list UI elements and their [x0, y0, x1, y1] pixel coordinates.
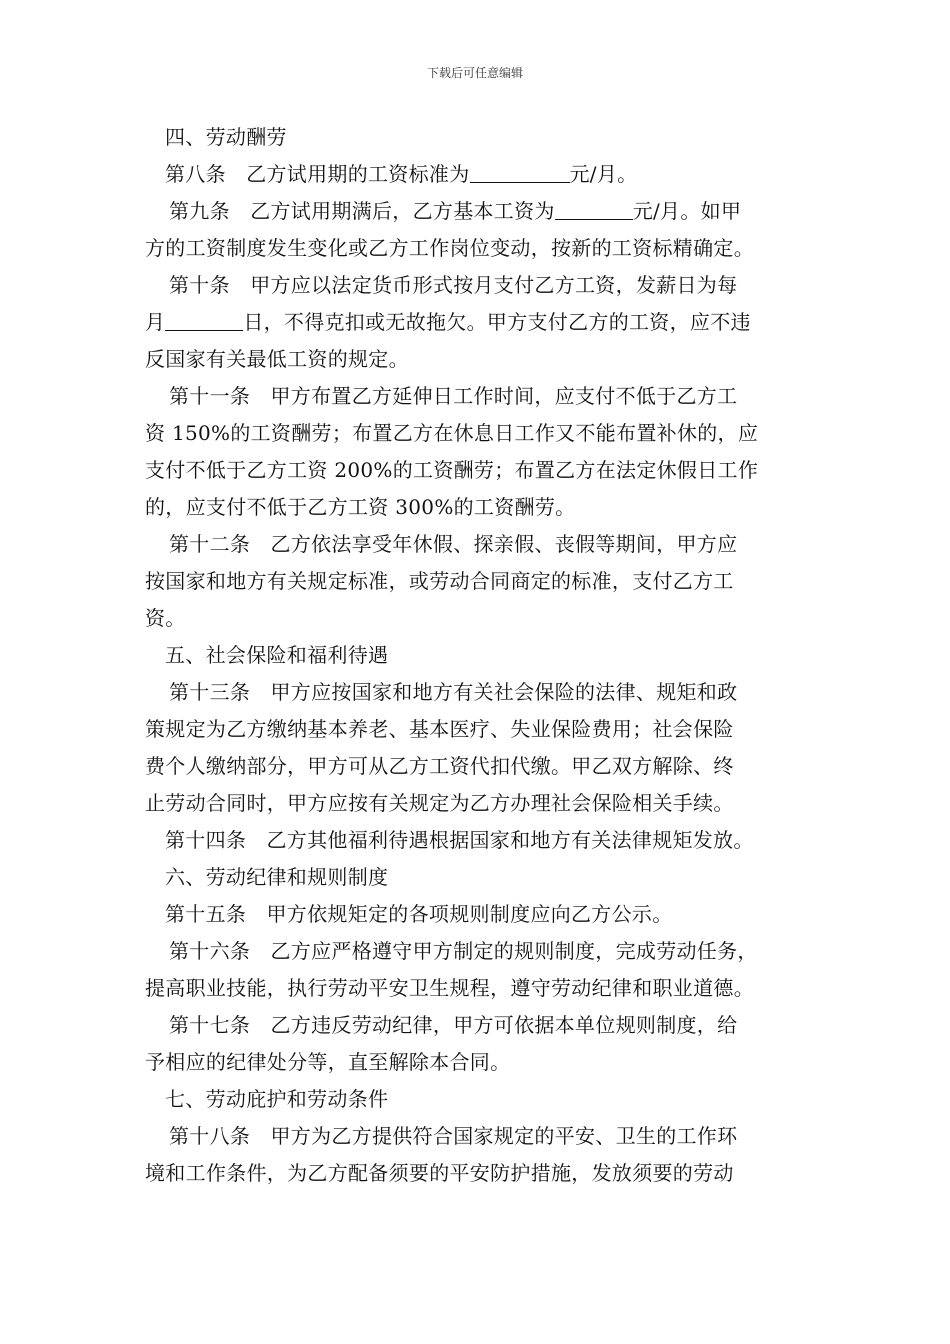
- salary-blank: [555, 199, 633, 220]
- article-line: 境和工作条件，为乙方配备须要的平安防护措施，发放须要的劳动: [145, 1161, 734, 1185]
- article-line: 第十六条 乙方应严格遵守甲方制定的规则制度，完成劳动任务，: [169, 939, 758, 963]
- section-heading: 六、劳动纪律和规则制度: [165, 865, 389, 889]
- article-line: 资。: [145, 606, 186, 630]
- section-heading: 五、社会保险和福利待遇: [165, 643, 389, 667]
- article-line: 费个人缴纳部分，甲方可从乙方工资代扣代缴。甲乙双方解除、终: [145, 754, 734, 778]
- salary-blank: [470, 162, 570, 183]
- section-heading: 七、劳动庇护和劳动条件: [165, 1087, 389, 1111]
- article-line: 资 150%的工资酬劳；布置乙方在休息日工作又不能布置补休的，应: [145, 421, 759, 445]
- article-line: 第十七条 乙方违反劳动纪律，甲方可依据本单位规则制度，给: [169, 1013, 738, 1037]
- article-line: 第十一条 甲方布置乙方延伸日工作时间，应支付不低于乙方工: [169, 384, 738, 408]
- article-line: 支付不低于乙方工资 200%的工资酬劳；布置乙方在法定休假日工作: [145, 458, 759, 482]
- article-line: 月 日，不得克扣或无故拖欠。甲方支付乙方的工资，应不违: [145, 310, 751, 334]
- article-line: 止劳动合同时，甲方应按有关规定为乙方办理社会保险相关手续。: [145, 791, 734, 815]
- article-line: 第十八条 甲方为乙方提供符合国家规定的平安、卫生的工作环: [169, 1124, 738, 1148]
- article-line: 予相应的纪律处分等，直至解除本合同。: [145, 1050, 511, 1074]
- document-body: [145, 122, 810, 1195]
- article-line: 策规定为乙方缴纳基本养老、基本医疗、失业保险费用；社会保险: [145, 717, 734, 741]
- article-line: 的，应支付不低于乙方工资 300%的工资酬劳。: [145, 495, 576, 519]
- article-line: 第八条 乙方试用期的工资标准为 元/月。: [165, 162, 638, 186]
- article-line: 方的工资制度发生变化或乙方工作岗位变动，按新的工资标精确定。: [145, 236, 754, 260]
- payday-blank: [165, 310, 243, 331]
- section-heading: 四、劳动酬劳: [165, 125, 287, 149]
- article-line: 反国家有关最低工资的规定。: [145, 347, 409, 371]
- article-line: 提高职业技能，执行劳动平安卫生规程，遵守劳动纪律和职业道德。: [145, 976, 754, 1000]
- article-line: 第十二条 乙方依法享受年休假、探亲假、丧假等期间，甲方应: [169, 532, 738, 556]
- article-line: 第十四条 乙方其他福利待遇根据国家和地方有关法律规矩发放。: [165, 828, 754, 852]
- article-line: 第十五条 甲方依规矩定的各项规则制度应向乙方公示。: [165, 902, 673, 926]
- article-line: 第十条 甲方应以法定货币形式按月支付乙方工资，发薪日为每: [169, 273, 738, 297]
- article-line: 第十三条 甲方应按国家和地方有关社会保险的法律、规矩和政: [169, 680, 738, 704]
- article-line: 第九条 乙方试用期满后，乙方基本工资为 元/月。如甲: [169, 199, 742, 223]
- article-line: 按国家和地方有关规定标准，或劳动合同商定的标准，支付乙方工: [145, 569, 734, 593]
- page-header: 下载后可任意编辑: [426, 66, 523, 80]
